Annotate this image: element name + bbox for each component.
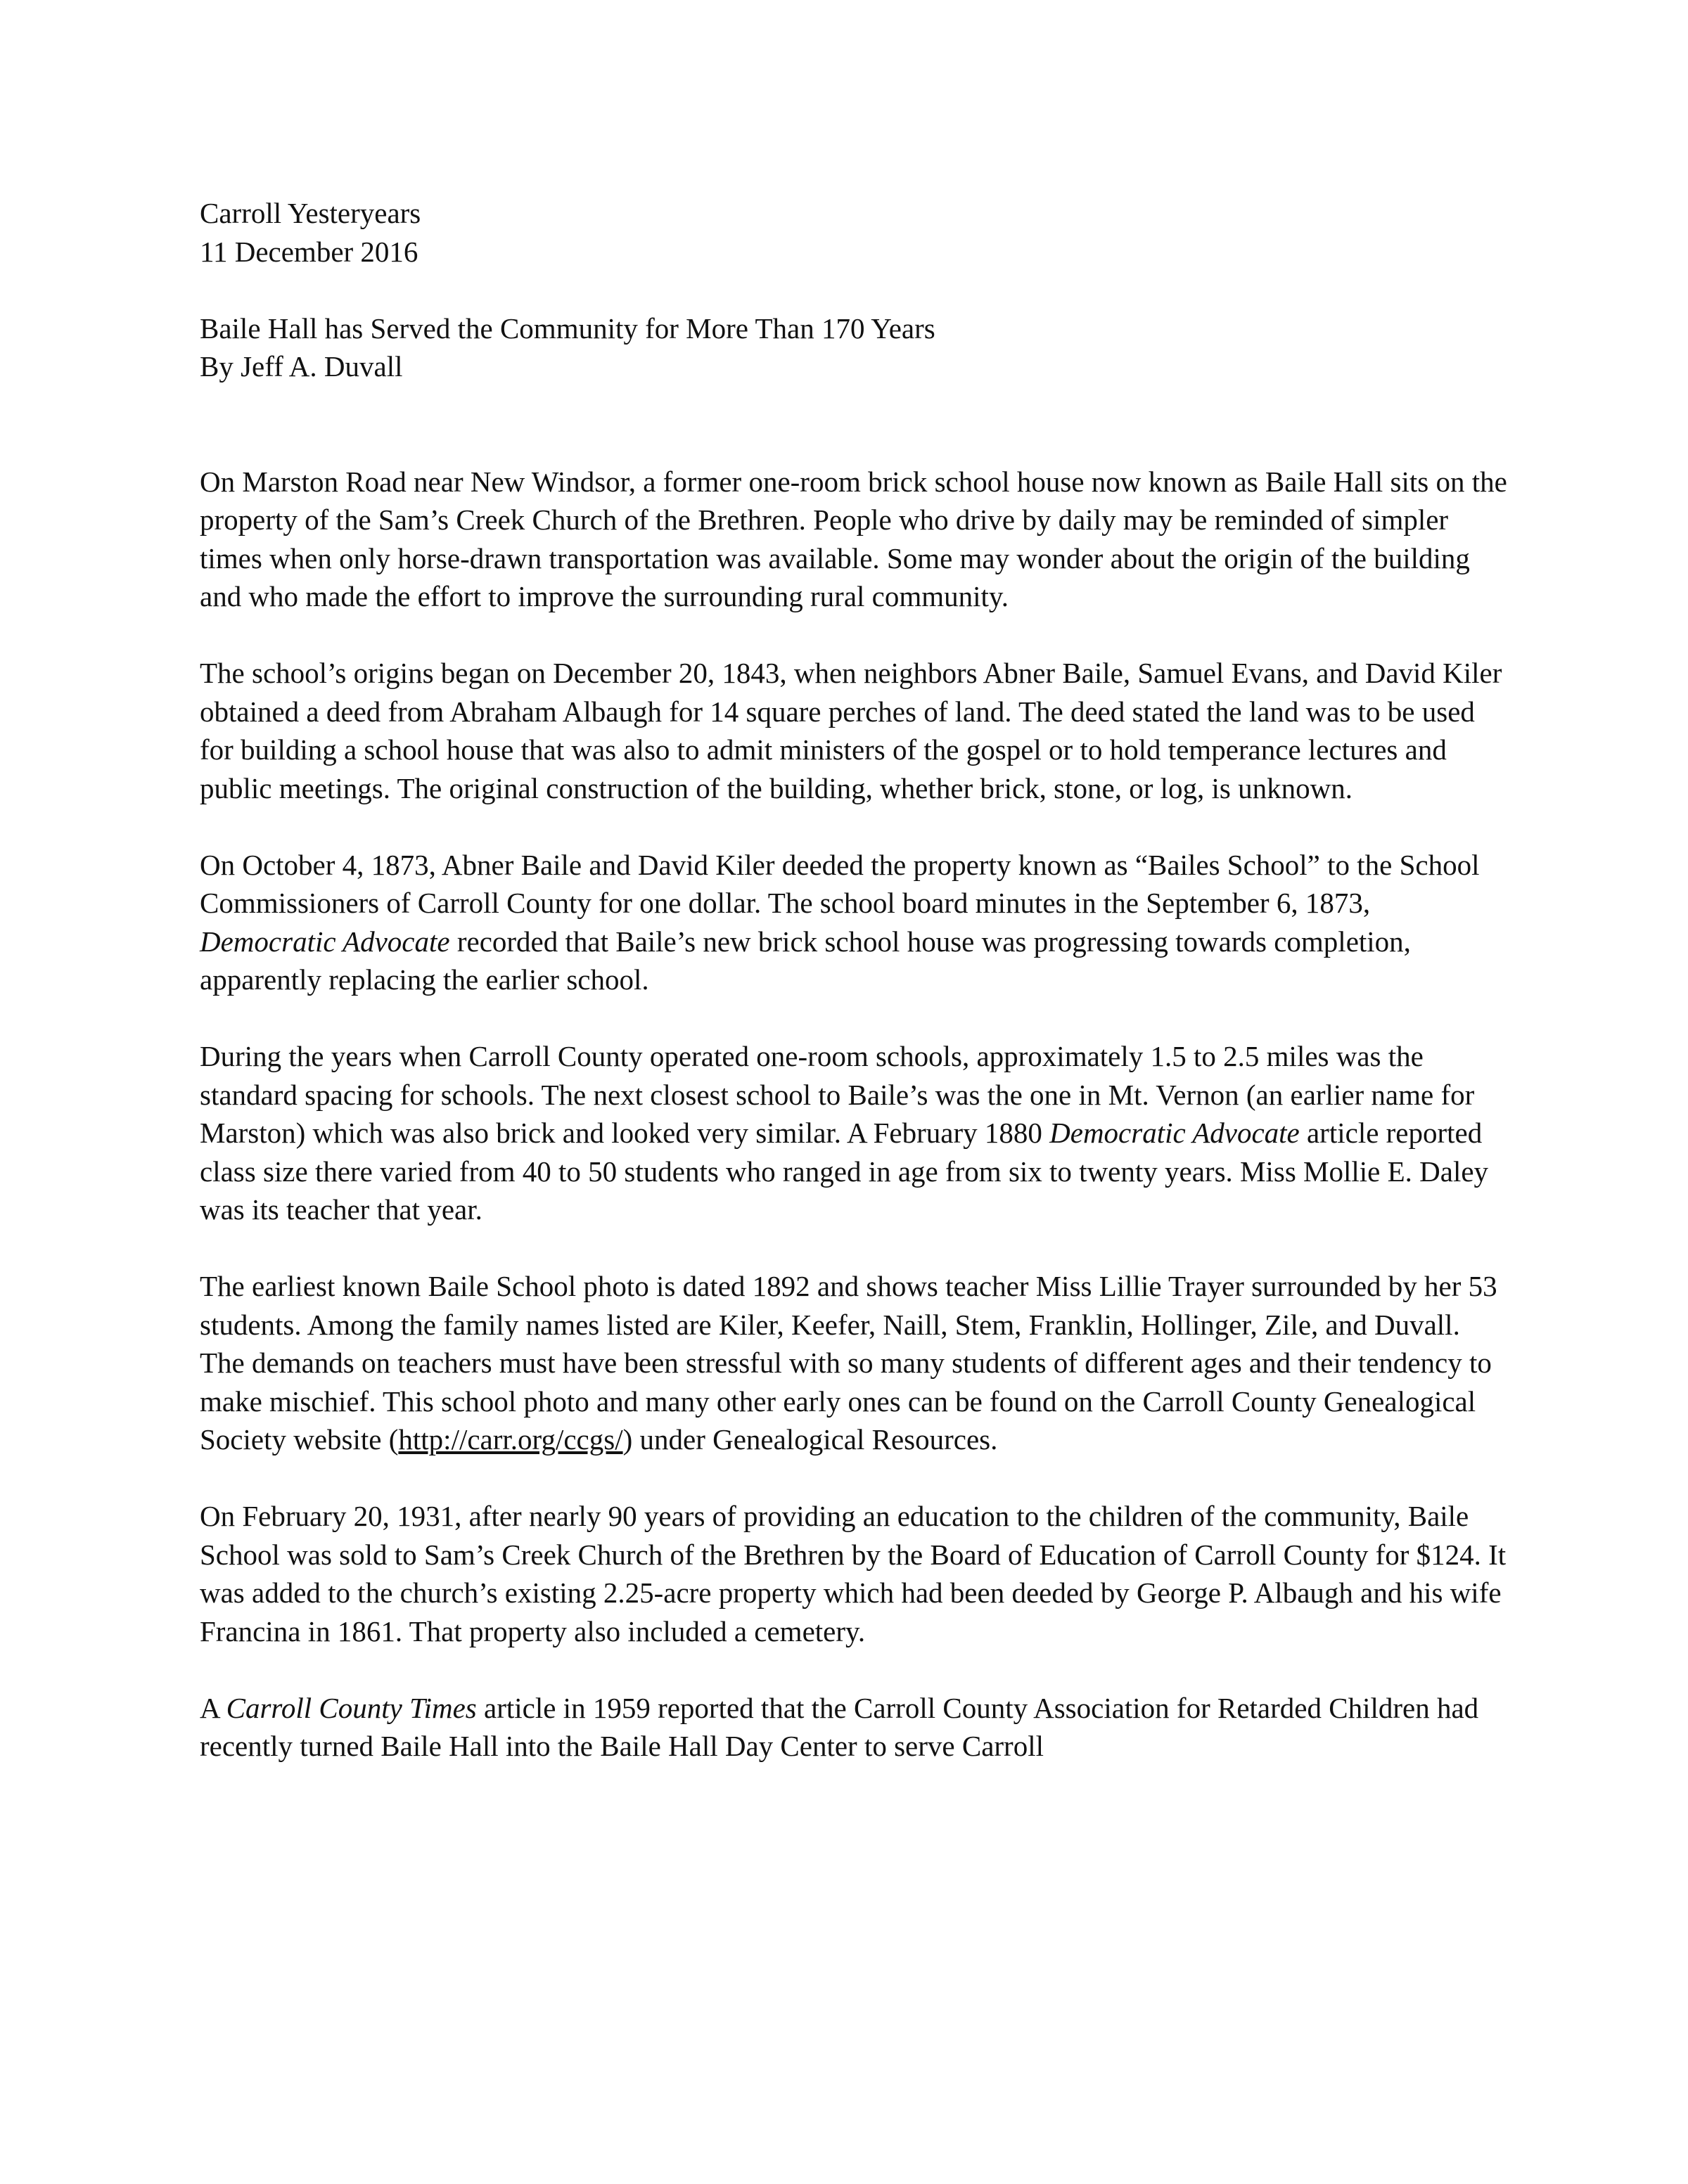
paragraph-1: On Marston Road near New Windsor, a former one-room brick school house now known as Baile Hall sits on the property of the Sam’s Creek Church of the Brethren. People who drive by daily may be reminded of simpler times when only horse-drawn transportation was available. Some may wonder about the origin of the building and who made the effort to improve the surrounding rural community.: [200, 465, 1507, 612]
newspaper-title-democratic-advocate: Democratic Advocate: [200, 925, 450, 958]
paragraph-7: [200, 1689, 1508, 1766]
article-page: [200, 194, 1508, 1804]
publication-date: 11 December 2016: [200, 235, 418, 268]
paragraph-3-text-b: recorded that Baile’s new brick school house was progressing towards completion, apparently replacing the earlier school.: [200, 925, 1411, 996]
article-byline: By Jeff A. Duvall: [200, 350, 403, 383]
newspaper-title-carroll-county-times: Carroll County Times: [226, 1691, 477, 1724]
paragraph-3: [200, 846, 1508, 999]
paragraph-6: On February 20, 1931, after nearly 90 years of providing an education to the children of the community, Baile School was sold to Sam’s Creek Church of the Brethren by the Board of Education of Carroll County for $124. It was added to the church’s existing 2.25-acre property which had been deeded by George P. Albaugh and his wife Francina in 1861. That property also included a cemetery.: [200, 1500, 1507, 1647]
paragraph-5-text-a: The earliest known Baile School photo is dated 1892 and shows teacher Miss Lillie Trayer surrounded by her 53 students. Among the family names listed are Kiler, Keefer, Naill, Stem, Franklin, Hollinger, Zile, and Duvall. The demands on teachers must have been stressful with so many students of different ages and their tendency to make mischief. This school photo and many other early ones can be found on the Carroll County Genealogical Society website (: [200, 1270, 1497, 1456]
paragraph-4: [200, 1037, 1508, 1229]
paragraph-5: [200, 1267, 1508, 1459]
publication-name: Carroll Yesteryears: [200, 197, 421, 229]
ccgs-website-link[interactable]: http://carr.org/ccgs/: [398, 1423, 623, 1456]
paragraph-3-text-a: On October 4, 1873, Abner Baile and David Kiler deeded the property known as “Bailes School” to the School Commissioners of Carroll County for one dollar. The school board minutes in the September 6, 1873,: [200, 848, 1480, 919]
newspaper-title-democratic-advocate: Democratic Advocate: [1049, 1117, 1300, 1149]
paragraph-7-text-b: article in 1959 reported that the Carroll County Association for Retarded Children had recently turned Baile Hall into the Baile Hall Day Center to serve Carroll: [200, 1691, 1479, 1762]
paragraph-4-text-b: article reported class size there varied from 40 to 50 students who ranged in age from six to twenty years. Miss Mollie E. Daley was its teacher that year.: [200, 1117, 1489, 1226]
paragraph-2: The school’s origins began on December 20, 1843, when neighbors Abner Baile, Samuel Evans, and David Kiler obtained a deed from Abraham Albaugh for 14 square perches of land. The deed stated the land was to be used for building a school house that was also to admit ministers of the gospel or to hold temperance lectures and public meetings. The original construction of the building, whether brick, stone, or log, is unknown.: [200, 657, 1502, 804]
spacer: [200, 386, 1508, 463]
paragraph-7-text-a: A: [200, 1691, 226, 1724]
paragraph-4-text-a: During the years when Carroll County operated one-room schools, approximately 1.5 to 2.5 miles was the standard spacing for schools. The next closest school to Baile’s was the one in Mt. Vernon (an earlier name for Marston) which was also brick and looked very similar. A February 1880: [200, 1040, 1475, 1149]
article-title: Baile Hall has Served the Community for More Than 170 Years: [200, 311, 935, 345]
paragraph-5-text-b: ) under Genealogical Resources.: [622, 1423, 998, 1456]
spacer: [200, 271, 1508, 309]
